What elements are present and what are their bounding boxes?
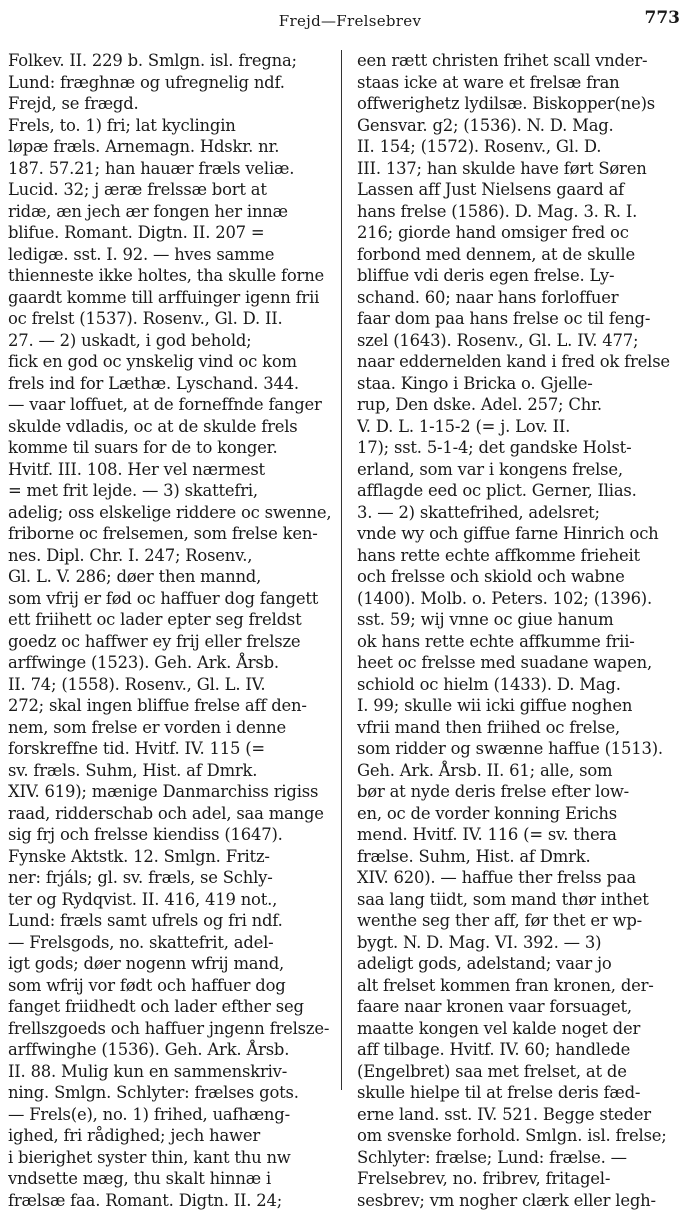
running-head: Frejd—Frelsebrev [0, 12, 700, 30]
text-line: 272; skal ingen bliffue frelse aff den- [8, 695, 333, 717]
text-line: II. 74; (1558). Rosenv., Gl. L. IV. [8, 674, 333, 696]
text-line: Gl. L. V. 286; døer then mannd, [8, 566, 333, 588]
text-line: 27. — 2) uskadt, i god behold; [8, 330, 333, 352]
left-column [8, 50, 333, 1211]
text-line: wenthe seg ther aff, før thet er wp- [357, 910, 682, 932]
page-number: 773 [645, 8, 681, 28]
text-line: ett friihett oc lader epter seg freldst [8, 609, 333, 631]
text-line: Frelsebrev, no. fribrev, fritagel- [357, 1168, 682, 1190]
text-line: offwerighetz lydilsæ. Biskopper(ne)s [357, 93, 682, 115]
text-line: vnde wy och giffue farne Hinrich och [357, 523, 682, 545]
text-line: = met frit lejde. — 3) skattefri, [8, 480, 333, 502]
text-line: forbond med dennem, at de skulle [357, 244, 682, 266]
text-line: adeligt gods, adelstand; vaar jo [357, 953, 682, 975]
text-line: ter og Rydqvist. II. 416, 419 not., [8, 889, 333, 911]
text-line: schiold oc hielm (1433). D. Mag. [357, 674, 682, 696]
text-line: ighed, fri rådighed; jech hawer [8, 1125, 333, 1147]
text-line: aff tilbage. Hvitf. IV. 60; handlede [357, 1039, 682, 1061]
text-line: 17); sst. 5-1-4; det gandske Holst- [357, 437, 682, 459]
text-line: (Engelbret) saa met frelset, at de [357, 1061, 682, 1083]
text-line: fanget friidhedt och lader efther seg [8, 996, 333, 1018]
text-line: Schlyter: frælse; Lund: frælse. — [357, 1147, 682, 1169]
text-line: frellszgoeds och haffuer jngenn frelsze- [8, 1018, 333, 1040]
text-line: V. D. L. 1-15-2 (= j. Lov. II. [357, 416, 682, 438]
text-line: komme til suars for de to konger. [8, 437, 333, 459]
text-line: (1400). Molb. o. Peters. 102; (1396). [357, 588, 682, 610]
text-line: schand. 60; naar hans forloffuer [357, 287, 682, 309]
text-line: igt gods; døer nogenn wfrij mand, [8, 953, 333, 975]
text-line: goedz oc haffwer ey frij eller frelsze [8, 631, 333, 653]
text-line: Lassen aff Just Nielsens gaard af [357, 179, 682, 201]
text-line: Frejd, se frægd. [8, 93, 333, 115]
text-line: och frelsse och skiold och wabne [357, 566, 682, 588]
text-line: saa lang tiidt, som mand thør inthet [357, 889, 682, 911]
column-divider [341, 50, 342, 1090]
text-line: som vfrij er fød oc haffuer dog fangett [8, 588, 333, 610]
text-line: 187. 57.21; han hauær fræls veliæ. [8, 158, 333, 180]
right-column [357, 50, 682, 1211]
text-line: heet oc frelsse med suadane wapen, [357, 652, 682, 674]
text-line: i bierighet syster thin, kant thu nw [8, 1147, 333, 1169]
text-line: Lund: fræghnæ og ufregnelig ndf. [8, 72, 333, 94]
text-line: Folkev. II. 229 b. Smlgn. isl. fregna; [8, 50, 333, 72]
text-line: faar dom paa hans frelse oc til feng- [357, 308, 682, 330]
text-line: friborne oc frelsemen, som frelse ken- [8, 523, 333, 545]
text-line: Lund: fræls samt ufrels og fri ndf. [8, 910, 333, 932]
text-line: XIV. 620). — haffue ther frelss paa [357, 867, 682, 889]
text-line: forskreffne tid. Hvitf. IV. 115 (= [8, 738, 333, 760]
text-line: arffwinghe (1536). Geh. Ark. Årsb. [8, 1039, 333, 1061]
text-line: oc frelst (1537). Rosenv., Gl. D. II. [8, 308, 333, 330]
text-line: nem, som frelse er vorden i denne [8, 717, 333, 739]
text-line: nes. Dipl. Chr. I. 247; Rosenv., [8, 545, 333, 567]
text-line: bliffue vdi deris egen frelse. Ly- [357, 265, 682, 287]
text-line: frælse. Suhm, Hist. af Dmrk. [357, 846, 682, 868]
text-line: hans frelse (1586). D. Mag. 3. R. I. [357, 201, 682, 223]
text-line: rup, Den dske. Adel. 257; Chr. [357, 394, 682, 416]
text-line: maatte kongen vel kalde noget der [357, 1018, 682, 1040]
text-line: mend. Hvitf. IV. 116 (= sv. thera [357, 824, 682, 846]
text-line: Gensvar. g2; (1536). N. D. Mag. [357, 115, 682, 137]
text-line: II. 88. Mulig kun en sammenskriv- [8, 1061, 333, 1083]
text-line: om svenske forhold. Smlgn. isl. frelse; [357, 1125, 682, 1147]
text-line: ledigæ. sst. I. 92. — hves samme [8, 244, 333, 266]
text-line: som ridder og swænne haffue (1513). [357, 738, 682, 760]
text-line: frels ind for Læthæ. Lyschand. 344. [8, 373, 333, 395]
text-line: XIV. 619); mænige Danmarchiss rigiss [8, 781, 333, 803]
text-line: thienneste ikke holtes, tha skulle forne [8, 265, 333, 287]
text-line: Geh. Ark. Årsb. II. 61; alle, som [357, 760, 682, 782]
text-line: alt frelset kommen fran kronen, der- [357, 975, 682, 997]
text-line: som wfrij vor født och haffuer dog [8, 975, 333, 997]
text-line: bygt. N. D. Mag. VI. 392. — 3) [357, 932, 682, 954]
text-line: sig frj och frelsse kiendiss (1647). [8, 824, 333, 846]
text-line: sesbrev; vm nogher clærk eller legh- [357, 1190, 682, 1211]
text-line: staa. Kingo i Bricka o. Gjelle- [357, 373, 682, 395]
text-line: erne land. sst. IV. 521. Begge steder [357, 1104, 682, 1126]
text-line: ok hans rette echte affkumme frii- [357, 631, 682, 653]
text-line: afflagde eed oc plict. Gerner, Ilias. [357, 480, 682, 502]
text-line: Fynske Aktstk. 12. Smlgn. Fritz- [8, 846, 333, 868]
text-line: adelig; oss elskelige riddere oc swenne, [8, 502, 333, 524]
text-line: ner: frjáls; gl. sv. fræls, se Schly- [8, 867, 333, 889]
text-line: staas icke at ware et frelsæ fran [357, 72, 682, 94]
text-line: Lucid. 32; j æræ frelssæ bort at [8, 179, 333, 201]
text-line: Hvitf. III. 108. Her vel nærmest [8, 459, 333, 481]
text-line: løpæ fræls. Arnemagn. Hdskr. nr. [8, 136, 333, 158]
text-line: szel (1643). Rosenv., Gl. L. IV. 477; [357, 330, 682, 352]
text-line: frælsæ faa. Romant. Digtn. II. 24; [8, 1190, 333, 1211]
text-line: ning. Smlgn. Schlyter: frælses gots. [8, 1082, 333, 1104]
text-line: — Frels(e), no. 1) frihed, uafhæng- [8, 1104, 333, 1126]
page-header [0, 8, 700, 38]
text-line: hans rette echte affkomme frieheit [357, 545, 682, 567]
text-line: bør at nyde deris frelse efter low- [357, 781, 682, 803]
text-line: vfrii mand then friihed oc frelse, [357, 717, 682, 739]
text-line: skulde vdladis, oc at de skulde frels [8, 416, 333, 438]
text-line: erland, som var i kongens frelse, [357, 459, 682, 481]
text-line: vndsette mæg, thu skalt hinnæ i [8, 1168, 333, 1190]
text-line: sv. fræls. Suhm, Hist. af Dmrk. [8, 760, 333, 782]
text-line: Frels, to. 1) fri; lat kyclingin [8, 115, 333, 137]
text-line: een rætt christen frihet scall vnder- [357, 50, 682, 72]
text-line: — Frelsgods, no. skattefrit, adel- [8, 932, 333, 954]
text-line: 3. — 2) skattefrihed, adelsret; [357, 502, 682, 524]
text-line: arffwinge (1523). Geh. Ark. Årsb. [8, 652, 333, 674]
text-line: ridæ, æn jech ær fongen her innæ [8, 201, 333, 223]
text-line: skulle hielpe til at frelse deris fæd- [357, 1082, 682, 1104]
text-line: — vaar loffuet, at de forneffnde fanger [8, 394, 333, 416]
text-line: sst. 59; wij vnne oc giue hanum [357, 609, 682, 631]
text-line: blifue. Romant. Digtn. II. 207 = [8, 222, 333, 244]
text-line: I. 99; skulle wii icki giffue noghen [357, 695, 682, 717]
text-line: II. 154; (1572). Rosenv., Gl. D. [357, 136, 682, 158]
text-line: 216; giorde hand omsiger fred oc [357, 222, 682, 244]
text-line: naar eddernelden kand i fred ok frelse [357, 351, 682, 373]
text-line: raad, ridderschab och adel, saa mange [8, 803, 333, 825]
text-line: gaardt komme till arffuinger igenn frii [8, 287, 333, 309]
text-line: fick en god oc ynskelig vind oc kom [8, 351, 333, 373]
text-line: faare naar kronen vaar forsuaget, [357, 996, 682, 1018]
text-line: III. 137; han skulde have ført Søren [357, 158, 682, 180]
text-line: en, oc de vorder konning Erichs [357, 803, 682, 825]
